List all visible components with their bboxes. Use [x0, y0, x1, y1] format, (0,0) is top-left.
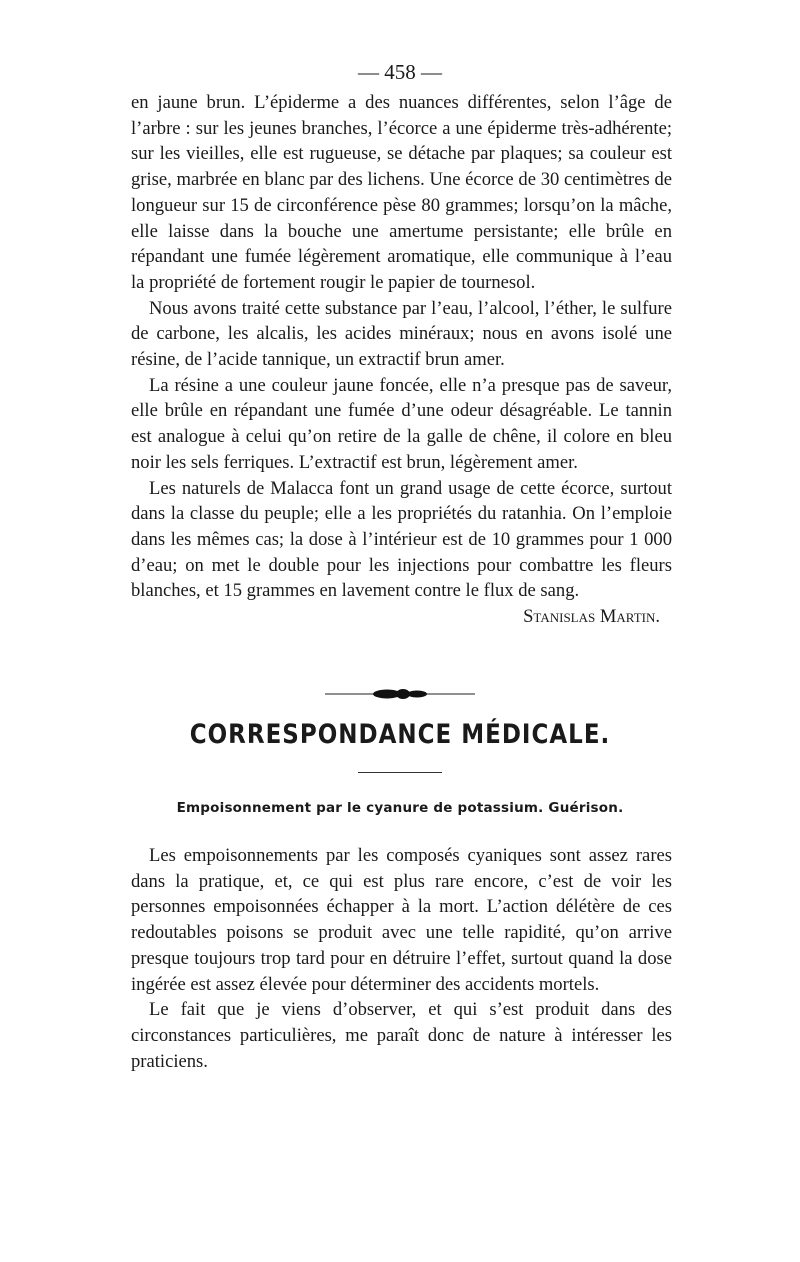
paragraph-analysis: Nous avons traité cette substance par l’eau, l’alcool, l’éther, le sulfure de carbone, les alcalis, les acides minéraux; nous en avons isolé une résine, de l’acide tannique, un extractif brun amer. [131, 297, 672, 371]
paragraph-resin: La résine a une couleur jaune foncée, elle n’a presque pas de saveur, elle brûle en répandant une fumée d’une odeur désagréable. Le tannin est analogue à celui qu’on retire de la galle de chêne, il colore en bleu noir les sels ferriques. L’extractif est brun, légèrement amer. [131, 374, 672, 473]
paragraph-cyanide-intro: Les empoisonnements par les composés cyaniques sont assez rares dans la pratique, et, ce qui est plus rare encore, c’est de voir les personnes empoisonnées échapper à la mort. L’action délétère de ces redoutables poisons se produit avec une telle rapidité, qu’on arrive presque toujours trop tard pour en détruire l’effet, surtout quand la dose ingérée est assez élevée pour déterminer des accidents mortels. [131, 845, 672, 995]
paragraph-usage [131, 476, 672, 630]
paragraph-usage-text: Les naturels de Malacca font un grand usage de cette écorce, surtout dans la classe du peuple; elle a les propriétés du ratanhia. On l’emploie dans les mêmes cas; la dose à l’intérieur est de 10 grammes pour 1 000 d’eau; on met le double pour les injections pour combattre les fleurs blanches, et 15 grammes en lavement contre le flux de sang. [131, 477, 672, 602]
section-title: CORRESPONDANCE MÉDICALE. [189, 720, 611, 750]
page-number: — 458 — [358, 60, 442, 84]
title-rule [358, 772, 442, 773]
author-signature: Stanislas Martin. [523, 606, 660, 628]
bottom-text-block [131, 843, 672, 1074]
article-subheading: Empoisonnement par le cyanure de potassium. Guérison. [176, 800, 624, 816]
paragraph-bark-description: en jaune brun. L’épiderme a des nuances différentes, selon l’âge de l’arbre : sur les jeunes branches, l’écorce a une épiderme très-adhérente; sur les vieilles, elle est rugueuse, se détache par plaques; sa couleur est grise, marbrée en blanc par des lichens. Une écorce de 30 centimètres de longueur sur 15 de circonférence pèse 80 grammes; lorsqu’on la mâche, elle laisse dans la bouche une amertume persistante; elle brûle en répandant une fumée légèrement aromatique, elle communique à l’eau la propriété de fortement rougir le papier de tournesol. [131, 92, 672, 293]
ornament-divider [325, 686, 475, 702]
paragraph-usage-block [131, 476, 672, 630]
paragraph-observation: Le fait que je viens d’observer, et qui s’est produit dans des circonstances particulières, me paraît donc de nature à intéresser les praticiens. [131, 999, 672, 1072]
top-text-block [131, 90, 672, 630]
